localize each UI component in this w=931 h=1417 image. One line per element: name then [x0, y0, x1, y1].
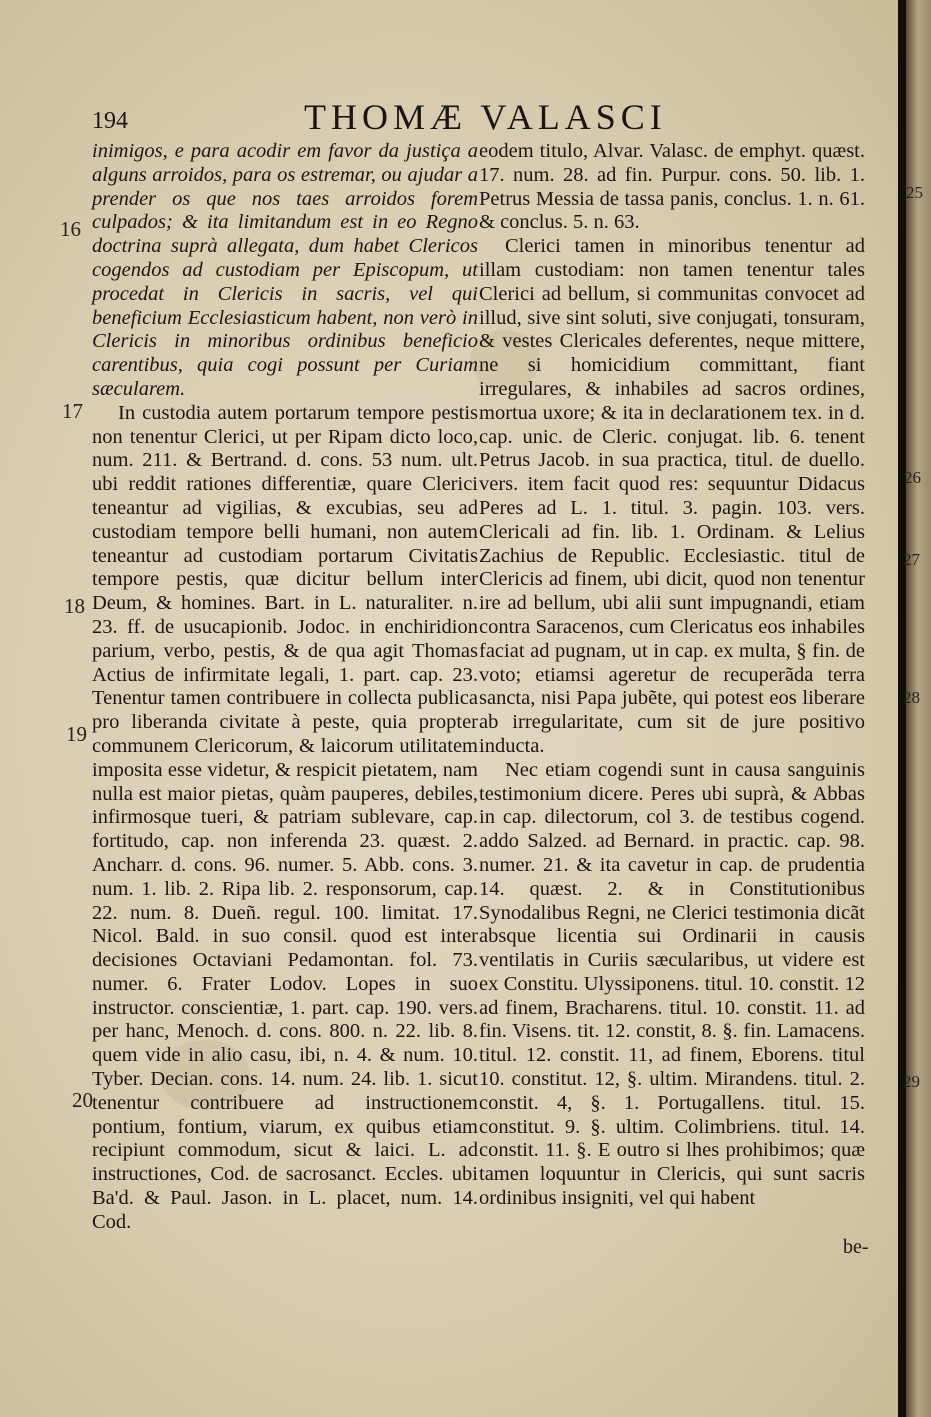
facing-margin-number: 28	[903, 688, 920, 707]
paragraph: In custodia autem portarum tempore pestis non tenentur Clerici, ut per Ripam dicto loco, num. 211. & Bertrand. d. cons. 53 num. ult. ubi reddit rationes differentiæ, quare Clerici teneantur ad vigilias, & excubias, seu ad custodiam tempore belli humani, non autem teneantur ad custodiam portarum Civitatis tempore pestis, quæ dicitur bellum inter Deum, & homines. Bart. in L. naturaliter. n. 23. ff. de usucapionib. Jodoc. in enchiridion parium, verbo, pestis, & de qua agit Thomas Actius de infirmitate legali, 1. part. cap. 23. Tenentur tamen contribuere in collecta publica pro liberanda civitate à peste, quia propter communem Clericorum, & laicorum utilitatem imposita esse videtur, & respicit pietatem, nam nulla est maior pietas, quàm pauperes, debiles, infirmosque tueri, & patriam sublevare, cap. fortitudo, cap. non inferenda 23. quæst. 2. Ancharr. d. cons. 96. numer. 5. Abb. cons. 3. num. 1. lib. 2. Ripa lib. 2. responsorum, cap. 22. num. 8. Dueñ. regul. 100. limitat. 17. Nicol. Bald. in suo consil. quod est inter decisiones Octaviani Pedamontan. fol. 73. numer. 6. Frater Lodov. Lopes in suo instructor. conscientiæ, 1. part. cap. 190. vers. per hanc, Menoch. d. cons. 800. n. 22. lib. 8. quem vide in alio casu, ibi, n. 4. & num. 10. Tyber. Decian. cons. 14. num. 24. lib. 1. sicut tenentur contribuere ad instructionem pontium, fontium, viarum, ex quibus etiam recipiunt commodum, sicut & laici. L. ad instructiones, Cod. de sacrosanct. Eccles. ubi Ba'd. & Paul. Jason. in L. placet, num. 14. Cod.	[92, 401, 478, 1233]
catchword: be-	[843, 1236, 869, 1258]
paragraph: Clerici tamen in minoribus tenentur ad illam custodiam: non tamen tenentur tales Clerici ad bellum, si communitas convocet ad illud, sive sint soluti, sive conjugati, tonsuram, & vestes Clericales deferentes, neque mittere, ne si homicidium committant, fiant irregulares, & inhabiles ad sacros ordines, mortua uxore; & ita in declarationem tex. in d. cap. unic. de Cleric. conjugat. lib. 6. tenent Petrus Jacob. in sua practica, titul. de duello. vers. item facit quod res: sequuntur Didacus Peres ad L. 1. titul. 3. pagin. 103. vers. Clericali ad fin. lib. 1. Ordinam. & Lelius Zachius de Republic. Ecclesiastic. titul de Clericis ad finem, ubi dicit, quod non tenentur ire ad bellum, ubi alii sunt impugnandi, etiam contra Saracenos, cum Clericatus eos inhabiles faciat ad pugnam, ut in cap. ex multa, § fin. de voto; etiamsi ageretur de recuperãda terra sancta, nisi Papa jubẽte, qui potest eos liberare ab irregularitate, cum sit de jure positivo inducta.	[479, 235, 865, 757]
margin-number: 19	[66, 722, 87, 746]
margin-number: 17	[62, 399, 83, 423]
facing-margin-number: 29	[903, 1072, 920, 1091]
margin-number: 16	[60, 217, 81, 241]
running-title: THOMÆ VALASCI	[304, 97, 667, 137]
facing-margin-number: 27	[903, 550, 920, 569]
paragraph: Nec etiam cogendi sunt in causa sanguinis testimonium dicere. Peres ubi suprà, & Abbas in cap. dilectorum, col 3. de testibus cogend. addo Salzed. ad Bernard. in practic. cap. 98. numer. 21. & ita cavetur in cap. de prudentia 14. quæst. 2. & in Constitutionibus Synodalibus Regni, ne Clerici testimonia dicãt absque licentia sui Ordinarii in causis ventilatis in Curiis sæcularibus, ut videre est ex Constitu. Ulyssiponens. titul. 10. constit. 12 ad finem, Bracharens. titul. 10. constit. 11. ad fin. Visens. tit. 12. constit, 8. §. fin. Lamacens. titul. 12. constit. 11, ad finem, Eborens. titul 10. constitut. 12, §. ultim. Mirandens. titul. 2. constit. 4, §. 1. Portugallens. titul. 15. constitut. 9. §. ultim. Colimbriens. titul. 14. constit. 11. §. E outro si lhes prohibimos; quæ tamen loquuntur in Clericis, qui sunt sacris ordinibus insigniti, vel qui habent	[479, 758, 865, 1210]
page-header	[92, 96, 872, 140]
margin-number: 20	[72, 1088, 93, 1112]
facing-margin-number: 26	[904, 468, 921, 487]
paragraph: eodem titulo, Alvar. Valasc. de emphyt. quæst. 17. num. 28. ad fin. Purpur. cons. 50. lib. 1. Petrus Messia de tassa panis, conclus. 1. n. 61. & conclus. 5. n. 63.	[479, 140, 865, 234]
facing-margin-number: 25	[906, 183, 923, 202]
paragraph: inimigos, e para acodir em favor da justiça a alguns arroidos, para os estremar, ou ajudar a prender os que nos taes arroidos forem culpados; & ita limitandum est in eo Regno doctrina suprà allegata, dum habet Clericos cogendos ad custodiam per Episcopum, ut procedat in Clericis in sacris, vel qui beneficium Ecclesiasticum habent, non verò in Clericis in minoribus ordinibus beneficio carentibus, quia cogi possunt per Curiam sæcularem.	[92, 140, 478, 400]
page-number: 194	[92, 108, 128, 134]
margin-number: 18	[64, 594, 85, 618]
book-gutter	[898, 0, 906, 1417]
facing-page-edge	[898, 0, 931, 1417]
left-column	[92, 140, 478, 1235]
right-column	[479, 140, 865, 1211]
